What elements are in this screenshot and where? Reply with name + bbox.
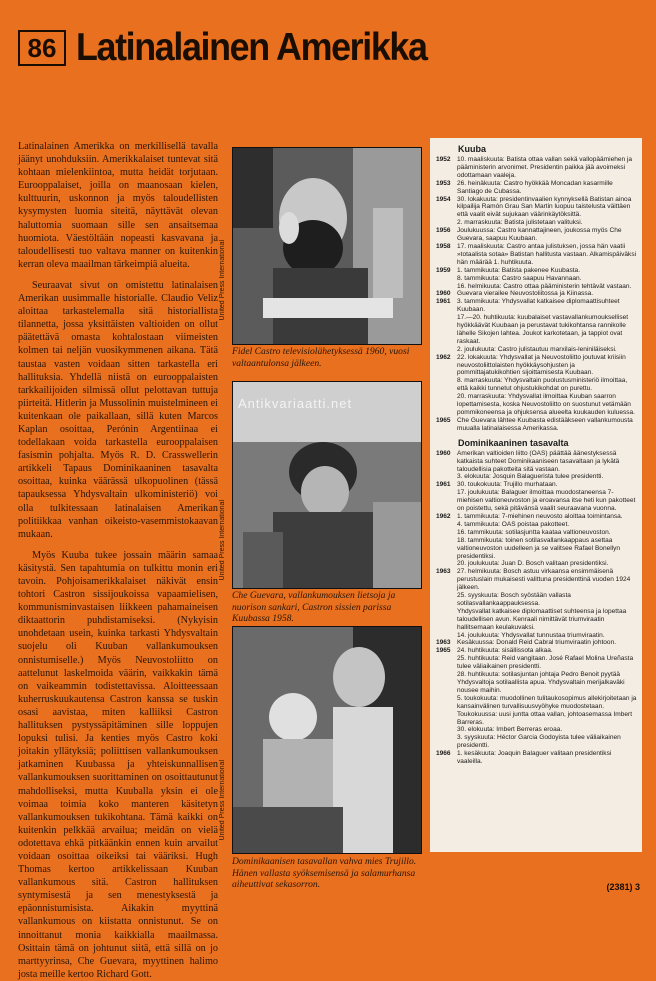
timeline-year xyxy=(436,632,457,640)
timeline-entry xyxy=(436,592,637,608)
timeline-year: 1961 xyxy=(436,481,451,489)
timeline-text: 17. joulukuuta: Balaguer ilmoittaa muodostaneensa 7-miehisen valtioneuvoston ja eroavansa itse heti kun pakotteet on poistettu, sekä pitävänsä vaalit seuraavana vuonna. xyxy=(457,489,636,513)
timeline-year xyxy=(436,655,457,671)
timeline-text: 3. syyskuuta: Héctor Garcia Godoyista tulee väliaikainen presidentti. xyxy=(457,734,621,750)
timeline-text: Che Guevara lähtee Kuubasta edistääkseen vallankumousta muualla latinalaisessa Amerikassa. xyxy=(457,416,633,432)
timeline-entry xyxy=(436,354,637,378)
timeline-text: 20. joulukuuta: Juan D. Bosch valitaan presidentiksi. xyxy=(457,560,609,568)
timeline-text: 28. huhtikuuta: sotilasjuntan johtaja Pedro Benoit pyytää Yhdysvaltoja sotilaallista apua. Yhdysvaltain merijalkaväki nousee maihin. xyxy=(457,671,625,694)
timeline-year: 1965 xyxy=(436,647,451,655)
timeline-entry xyxy=(436,196,637,220)
timeline-year xyxy=(436,489,457,513)
timeline-entry xyxy=(436,267,637,275)
timeline-text: Joulukuussa: Castro kannattajineen, joukossa myös Che Guevara, saapuu Kuubaan. xyxy=(457,227,622,243)
timeline-text: 25. huhtikuuta: Reid vangitaan. José Rafael Molina Ureñasta tulee väliaikainen presidentti. xyxy=(457,655,634,671)
photo-trujillo xyxy=(232,626,422,854)
timeline-entry xyxy=(436,481,637,489)
timeline-year xyxy=(436,377,457,393)
timeline-text: 18. tammikuuta: toinen sotilasvallankaappaus asettaa valtioneuvoston uudelleen ja se valitsee Rafael Bonellyn presidentiksi. xyxy=(457,536,621,560)
photo-castro xyxy=(232,147,422,345)
timeline-text: 17. maaliskuuta: Castro antaa julistuksen, jossa hän vaatii »totaalista sotaa» Batistan hallitusta vastaan. Alkamispäiväksi hän määrää 1. huhtikuuta. xyxy=(457,242,637,266)
timeline-entry xyxy=(436,521,637,529)
timeline-year: 1960 xyxy=(436,290,451,298)
timeline-text: 3. elokuuta: Josquin Balaguerista tulee presidentti. xyxy=(457,473,604,481)
timeline-text: Yhdysvallat katkaisee diplomaattiset suhteensa ja lopettaa taloudellisen avun. Kenraali nimittävät triumviraatin hallitsemaan keulakuvaksi. xyxy=(457,607,627,631)
timeline-text: 1. tammikuuta: Batista pakenee Kuubasta. xyxy=(457,266,581,274)
timeline-year xyxy=(436,537,457,561)
timeline-text: 2. marraskuuta: Batista julistetaan valituksi. xyxy=(457,219,583,227)
paragraph-3: Myös Kuuba tukee jossain määrin samaa käsitystä. Sen tapahtumia on tulkittu monin eri tavoin. Pohjoisamerikkalaiset näkivät ensin tohtori Castron sissijoukoissa vapaamielisen, kommunisminvastaisen liikkeen pahamaineisen diktaattorin puhdistamiseksi. (Nykyisin unohdetaan usein, kuinka tarkasti Yhdysvaltain suojelu oli Kuuban vallankumouksen onnistumiselle.) Myös Neuvostoliitto on aattelunut laskelmoida väärin, vaikkakin tämä on vaikeammin todistettavissa. Aloitteessaan kuherruskuukautensa Castron kanssa se tuskin osasi aavistaa, miten kalliiksi Castron hallituksen pystyssäpitäminen sille loppujen lopuksi tulisi. Ja kenties myös Castro koki joitakin yllätyksiä; poliittisen vallankumouksen jatkaminen Kuubassa ja yhteiskunnallisen vallankumouksen suorittaminen on osoittautunut mahdolliseksi, mutta Kuuballa yksin ei ole voimaa toimia koko manteren käsitetyn vallankumouksen tukikohtana. Tämä kaikki on kuitenkin pelkkää arvailua; meidän on vielä odotettava ehkä pitkäänkin ennen kuin arvailut voidaan osoittaa oikeiksi tai vääriksi. Hugh Thomas kertoo artikkelissaan Kuuban vallankumous sitä. Castron hallituksen syntymisestä ja sen menestyksestä ja epäonnistumisista. Aikakin myyttinä vallankumous on kiistatta onnistunut. Se on innoittanut monia kaikkialla maailmassa. Osittain tämä on johtunut siitä, että sillä on jo marttyyrinsa, Che Guevara, myyttinen halimo josta meille kertoo Richard Gott. xyxy=(18,549,218,980)
timeline-year xyxy=(436,314,457,346)
timeline-text: 4. tammikuuta: OAS poistaa pakotteet. xyxy=(457,520,570,528)
photo-2-caption: Che Guevara, vallankumouksen lietsoja ja nuorison sankari, Castron sissien parissa Kuubassa 1958. xyxy=(232,590,396,624)
guevara-photo-image xyxy=(233,382,421,588)
timeline-text: Guevara vierailee Neuvostoliitossa ja Kiinassa. xyxy=(457,290,594,298)
timeline-year xyxy=(436,734,457,750)
timeline-text: 24. huhtikuuta: sisällissota alkaa. xyxy=(457,647,553,655)
timeline-entry xyxy=(436,655,637,671)
timeline-entry xyxy=(436,290,637,298)
timeline-text: 14. joulukuuta: Yhdysvallat tunnustaa triumviraatin. xyxy=(457,631,605,639)
timeline-entry xyxy=(436,647,637,655)
timeline-year xyxy=(436,521,457,529)
timeline-entry xyxy=(436,734,637,750)
timeline-entry xyxy=(436,243,637,267)
timeline-year: 1960 xyxy=(436,449,451,457)
photo-1-credit: United Press International xyxy=(219,240,226,321)
timeline-year: 1953 xyxy=(436,179,451,187)
timeline-text: 5. toukokuuta: muodollinen tulitaukosopimus allekirjoitetaan ja kansainvälinen turvallisuusvyöhyke muodostetaan. xyxy=(457,694,637,710)
timeline-year xyxy=(436,283,457,291)
paragraph-1: Latinalainen Amerikka on merkillisellä tavalla jäänyt unohduksiin. Amerikkalaiset tuntevat sitä kohtaan mielenkiintoa, mutta heidät torjutaan. Eurooppalaiset, joilla on maanosaan kielen, kulttuurin, uskonnon ja myös taloudellisten kysymysten luomia siteitä, näyttävät olevan haluttomia suomaan sille sen ansaitsemaa huomiota. Väestöltään nopeasti kasvavana ja taloudellisesti tuo valtava manner on kuitenkin kerran oleva maailman tärkeimpiä alueita. xyxy=(18,141,218,270)
timeline-text: 25. syyskuuta: Bosch syöstään vallasta sotilasvallankaappauksessa. xyxy=(457,592,571,607)
timeline-entry xyxy=(436,695,637,711)
timeline-year xyxy=(436,695,457,711)
timeline-year: 1961 xyxy=(436,298,451,306)
timeline-text: 27. helmikuuta: Bosch astuu virkaansa ensimmäisenä perustuslain mukaisesti valittuna presidenttinä vuoden 1924 jälkeen. xyxy=(457,568,631,592)
timeline-text: 16. helmikuuta: Castro ottaa pääministerin tehtävät vastaan. xyxy=(457,282,632,290)
timeline-entry xyxy=(436,639,637,647)
timeline-year: 1952 xyxy=(436,156,451,163)
photo-3-credit: United Press International xyxy=(219,760,226,841)
timeline-year: 1962 xyxy=(436,512,451,520)
timeline-text: 1. kesäkuuta: Joaquin Balaguer valitaan presidentiksi vaaleilla. xyxy=(457,750,612,766)
timeline-text: 22. lokakuuta: Yhdysvallat ja Neuvostoliitto joutuvat kriisiin neuvostoliittolaisten hyökkäysohjusten ja pommittajatukikohtien sijoittamisesta Kuubaan. xyxy=(457,353,626,377)
timeline-year xyxy=(436,393,457,417)
timeline-text: 1. tammikuuta: 7-miehinen neuvosto aloittaa toimintansa. xyxy=(457,512,623,520)
timeline-section-heading: Kuuba xyxy=(458,144,486,154)
timeline-entry xyxy=(436,671,637,695)
photo-2-credit: United Press International xyxy=(219,500,226,581)
timeline-text: 10. maaliskuuta: Batista ottaa vallan sekä vallopäämiehen ja pääministerin arvonimet. Presidentin paikka jää avoimeksi odottamaan vaaleja. xyxy=(457,156,633,179)
trujillo-photo-image xyxy=(233,627,421,853)
timeline-year: 1956 xyxy=(436,227,451,235)
page-title: Latinalainen Amerikka xyxy=(76,26,427,69)
timeline-text: 16. tammikuuta: sotilasjuntta kaataa valtioneuvoston. xyxy=(457,528,611,536)
timeline-text: 3. tammikuuta: Yhdysvallat katkaisee diplomaattisuhteet Kuubaan. xyxy=(457,298,620,314)
timeline-year xyxy=(436,275,457,283)
timeline-entry xyxy=(436,450,637,474)
timeline-year: 1965 xyxy=(436,416,451,424)
timeline-entry xyxy=(436,227,637,243)
timeline-year: 1959 xyxy=(436,266,451,274)
timeline-year: 1963 xyxy=(436,639,451,647)
timeline-year xyxy=(436,346,457,354)
timeline-entry xyxy=(436,393,637,417)
timeline-entry xyxy=(436,275,637,283)
timeline-entry xyxy=(436,750,637,766)
timeline-entry xyxy=(436,156,637,180)
timeline-year xyxy=(436,608,457,632)
timeline-text: 26. heinäkuuta: Castro hyökkää Moncadan kasarmille Santiago de Cubassa. xyxy=(457,179,613,195)
timeline-year: 1958 xyxy=(436,242,451,250)
header xyxy=(18,26,457,70)
timeline-text: 17.—20. huhtikuuta: kuubalaiset vastavallankumoukselliset hyökkäävät Kuubaan ja perustavat tukikohtansa rannikolle lähelle Sikojen lahtea. Joukot karkotetaan, ja tappiot ovat raskaat. xyxy=(457,314,629,345)
timeline-text: 30. lokakuuta: presidentinvaalien kynnyksellä Batistan ainoa kilpailija Ramón Grau San Martin luopuu taistelusta väittäen että vaalit eivät sujukaan väärinkäytöksittä. xyxy=(457,195,632,219)
timeline-year xyxy=(436,671,457,695)
paragraph-2: Seuraavat sivut on omistettu latinalaisen Amerikan uusimmalle historialle. Claudio Veliz aloittaa tarkastelemalla sitä historiallista tilannetta, jossa yksittäisten valtioiden on ollut päätettävä omasta kohtalostaan viimeisten kolmen tai neljän vuosikymmenen aikana. Tätä taustaa vasten voidaan sitten tarkastella eri hallituksia. Yhdellä niistä on eurooppalaisten tarkkailijoiden silmissä ollut pelottavan tuttuja piirteitä. Hitlerin ja Mussolinin muistelmineen ei kuitenkaan ole paikallaan, sillä kuten Marcos Kaplan osoittaa, Perónin Argentiinaa ei todellakaan voida tarkastella eurooppalaisen fasismin pohjalta. Myös R. D. Crasswellerin artikkeli Tapaus Dominikaaninen tasavalta osoittaa, kuinka väärässä ulkopuolinen (tässä tapauksessa Yhdysvaltain ulkoministeriö) voi olla tulkitessaan latinalaisen Amerikan politiikkaa vanhan oikeisto-vasemmistokaavan mukaan. xyxy=(18,279,218,540)
timeline-year xyxy=(436,219,457,227)
photo-1-caption: Fidel Castro televisiolähetyksessä 1960, vuosi valtaantulonsa jälkeen. xyxy=(232,346,410,369)
timeline-text: Toukokuussa: uusi juntta ottaa vallan, johtoasemassa Imbert Barreras. xyxy=(457,710,633,726)
timeline-year xyxy=(436,726,457,734)
timeline-entry xyxy=(436,377,637,393)
timeline-text: 8. tammikuuta: Castro saapuu Havannaan. xyxy=(457,274,582,282)
timeline-entry xyxy=(436,711,637,727)
timeline-entry xyxy=(436,529,637,537)
timeline-text: 20. marraskuuta: Yhdysvallat ilmoittaa Kuuban saarron lopettamisesta, koska Neuvostoliitto on suostunut vetämään pommikoneensa ja ohjuksensa alueelta kuukauden kuluessa. xyxy=(457,393,635,416)
timeline-entry xyxy=(436,560,637,568)
timeline-entry xyxy=(436,283,637,291)
timeline-year xyxy=(436,473,457,481)
timeline-entry xyxy=(436,568,637,592)
timeline-text: 8. marraskuuta: Yhdysvaltain puolustusministeriö ilmoittaa, että kaikki tunnetut ohjustukikohdat on purettu. xyxy=(457,377,628,393)
timeline-entry xyxy=(436,513,637,521)
watermark: Antikvariaatti.net xyxy=(238,396,353,411)
timeline-entry xyxy=(436,537,637,561)
timeline-year: 1954 xyxy=(436,195,451,203)
timeline-entry xyxy=(436,314,637,346)
timeline-text: 2. joulukuuta: Castro julistautuu marxilais-leniniläiseksi. xyxy=(457,345,617,353)
castro-photo-image xyxy=(233,148,421,344)
timeline-entry xyxy=(436,298,637,314)
article-text xyxy=(18,140,218,980)
timeline-entry xyxy=(436,219,637,227)
timeline-section-heading: Dominikaaninen tasavalta xyxy=(458,437,569,448)
timeline-entry xyxy=(436,632,637,640)
timeline-year xyxy=(436,592,457,608)
timeline-year: 1962 xyxy=(436,353,451,361)
timeline-entry xyxy=(436,489,637,513)
page-number: 86 xyxy=(18,30,66,66)
timeline-text: 30. toukokuuta: Trujillo murhataan. xyxy=(457,481,558,489)
timeline-year xyxy=(436,529,457,537)
timeline-year: 1963 xyxy=(436,568,451,576)
timeline-year xyxy=(436,711,457,727)
timeline-year: 1966 xyxy=(436,750,451,758)
timeline-year xyxy=(436,560,457,568)
timeline-entry xyxy=(436,346,637,354)
page-footer: (2381) 3 xyxy=(606,882,640,892)
photo-3-caption: Dominikaanisen tasavallan vahva mies Trujillo. Hänen vallasta syöksemisensä ja salamurhansa aiheuttivat sekasorron. xyxy=(232,856,417,890)
timeline-text: Kesäkuussa: Donald Reid Cabral triumviraatin johtoon. xyxy=(457,639,617,647)
photo-guevara xyxy=(232,381,422,589)
timeline-entry xyxy=(436,726,637,734)
timeline-entry xyxy=(436,417,637,433)
timeline-text: Amerikan valtioiden liitto (OAS) päättää äänestyksessä katkaista suhteet Dominikaaniseen tasavaltaan ja lykätä taloudellisia pakotteita sitä vastaan. xyxy=(457,449,620,473)
timeline-sidebar xyxy=(430,138,642,852)
timeline-entry xyxy=(436,180,637,196)
timeline-entry xyxy=(436,473,637,481)
timeline-text: 30. elokuuta: Imbert Berreras eroaa. xyxy=(457,726,563,734)
timeline-entry xyxy=(436,608,637,632)
